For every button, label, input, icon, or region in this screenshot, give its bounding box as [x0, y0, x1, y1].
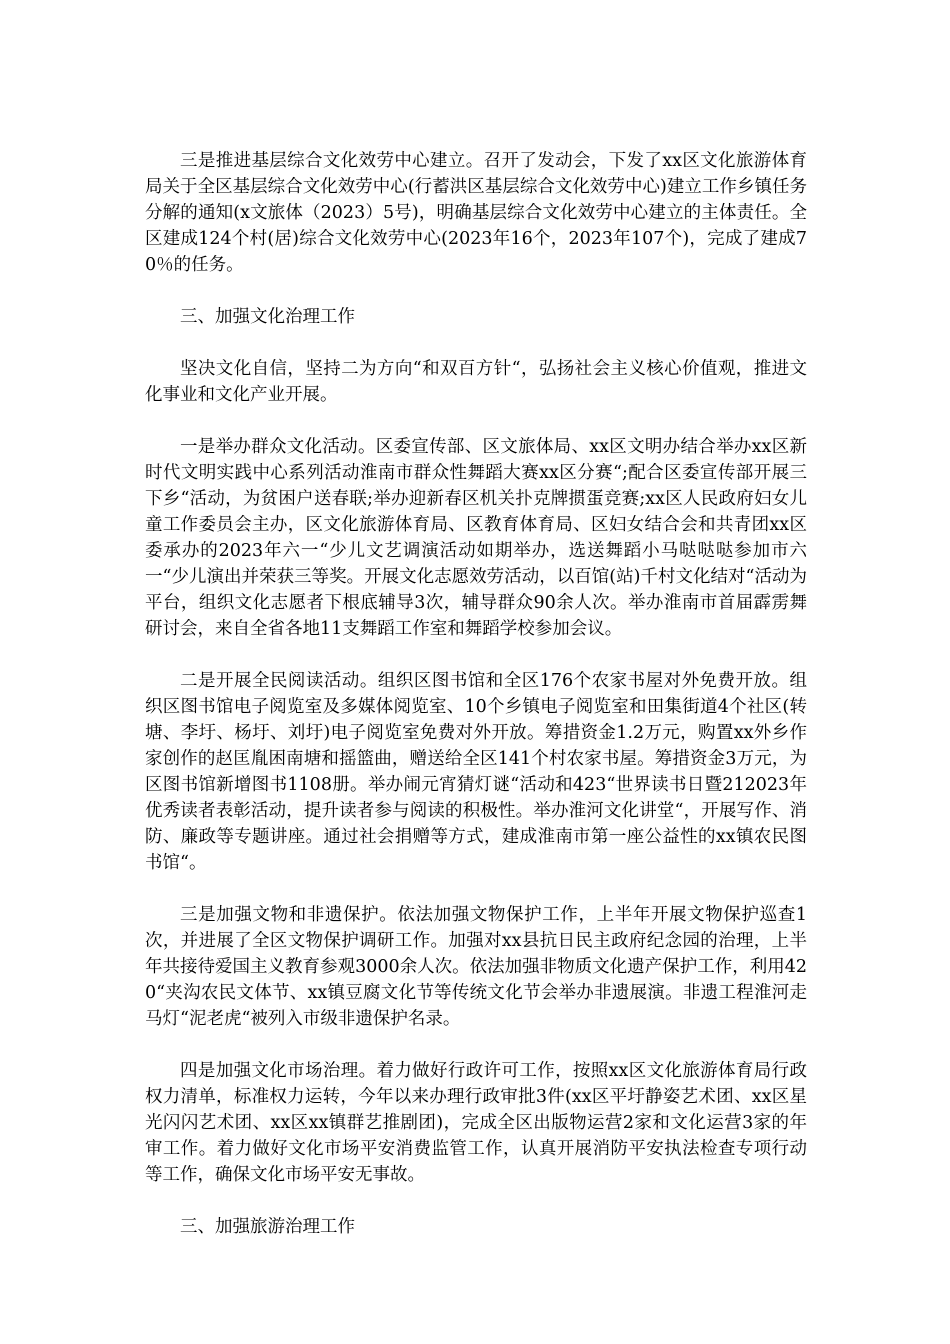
paragraph-cultural-confidence: 坚决文化自信，坚持二为方向“和双百方针“，弘扬社会主义核心价值观，推进文化事业和文化产业开展。 — [145, 359, 807, 405]
paragraph-heritage-protection: 三是加强文物和非遗保护。依法加强文物保护工作，上半年开展文物保护巡查1次，并进展了全区文物保护调研工作。加强对xx县抗日民主政府纪念园的治理，上半年共接待爱国主义教育参观3000余人次。依法加强非物质文化遗产保护工作，利用420“夹沟农民文体节、xx镇豆腐文化节等传统文化节会举办非遗展演。非遗工程淮河走马灯“泥老虎“被列入市级非遗保护名录。 — [145, 905, 807, 1029]
paragraph-national-reading: 二是开展全民阅读活动。组织区图书馆和全区176个农家书屋对外免费开放。组织区图书馆电子阅览室及多媒体阅览室、10个乡镇电子阅览室和田集街道4个社区(转塘、李圩、杨圩、刘圩)电子阅览室免费对外开放。筹措资金1.2万元，购置xx外乡作家创作的赵匡胤困南塘和摇篮曲，赠送给全区141个村农家书屋。筹措资金3万元，为区图书馆新增图书1108册。举办闹元宵猜灯谜“活动和423“世界读书日暨212023年优秀读者表彰活动，提升读者参与阅读的积极性。举办淮河文化讲堂“，开展写作、消防、廉政等专题讲座。通过社会捐赠等方式，建成淮南市第一座公益性的xx镇农民图书馆“。 — [145, 671, 807, 873]
section-heading-culture-governance: 三、加强文化治理工作 — [180, 307, 355, 327]
paragraph-mass-cultural-activities: 一是举办群众文化活动。区委宣传部、区文旅体局、xx区文明办结合举办xx区新时代文明实践中心系列活动淮南市群众性舞蹈大赛xx区分赛“;配合区委宣传部开展三下乡“活动，为贫困户送春联;举办迎新春区机关扑克牌掼蛋竞赛;xx区人民政府妇女儿童工作委员会主办，区文化旅游体育局、区教育体育局、区妇女结合会和共青团xx区委承办的2023年六一“少儿文艺调演活动如期举办，选送舞蹈小马哒哒哒参加市六一“少儿演出并荣获三等奖。开展文化志愿效劳活动，以百馆(站)千村文化结对“活动为平台，组织文化志愿者下根底辅导3次，辅导群众90余人次。举办淮南市首届霹雳舞研讨会，来自全省各地11支舞蹈工作室和舞蹈学校参加会议。 — [145, 437, 807, 639]
paragraph-service-center: 三是推进基层综合文化效劳中心建立。召开了发动会，下发了xx区文化旅游体育局关于全区基层综合文化效劳中心(行蓄洪区基层综合文化效劳中心)建立工作乡镇任务分解的通知(x文旅体（2023）5号)，明确基层综合文化效劳中心建立的主体责任。全区建成124个村(居)综合文化效劳中心(2023年16个，2023年107个)，完成了建成70％的任务。 — [145, 151, 807, 275]
section-heading-tourism-governance: 三、加强旅游治理工作 — [180, 1217, 355, 1237]
document-page — [145, 148, 807, 1240]
paragraph-culture-market: 四是加强文化市场治理。着力做好行政许可工作，按照xx区文化旅游体育局行政权力清单，标准权力运转，今年以来办理行政审批3件(xx区平圩静姿艺术团、xx区星光闪闪艺术团、xx区xx镇群艺推剧团)，完成全区出版物运营2家和文化运营3家的年审工作。着力做好文化市场平安消费监管工作，认真开展消防平安执法检查专项行动等工作，确保文化市场平安无事故。 — [145, 1061, 807, 1185]
